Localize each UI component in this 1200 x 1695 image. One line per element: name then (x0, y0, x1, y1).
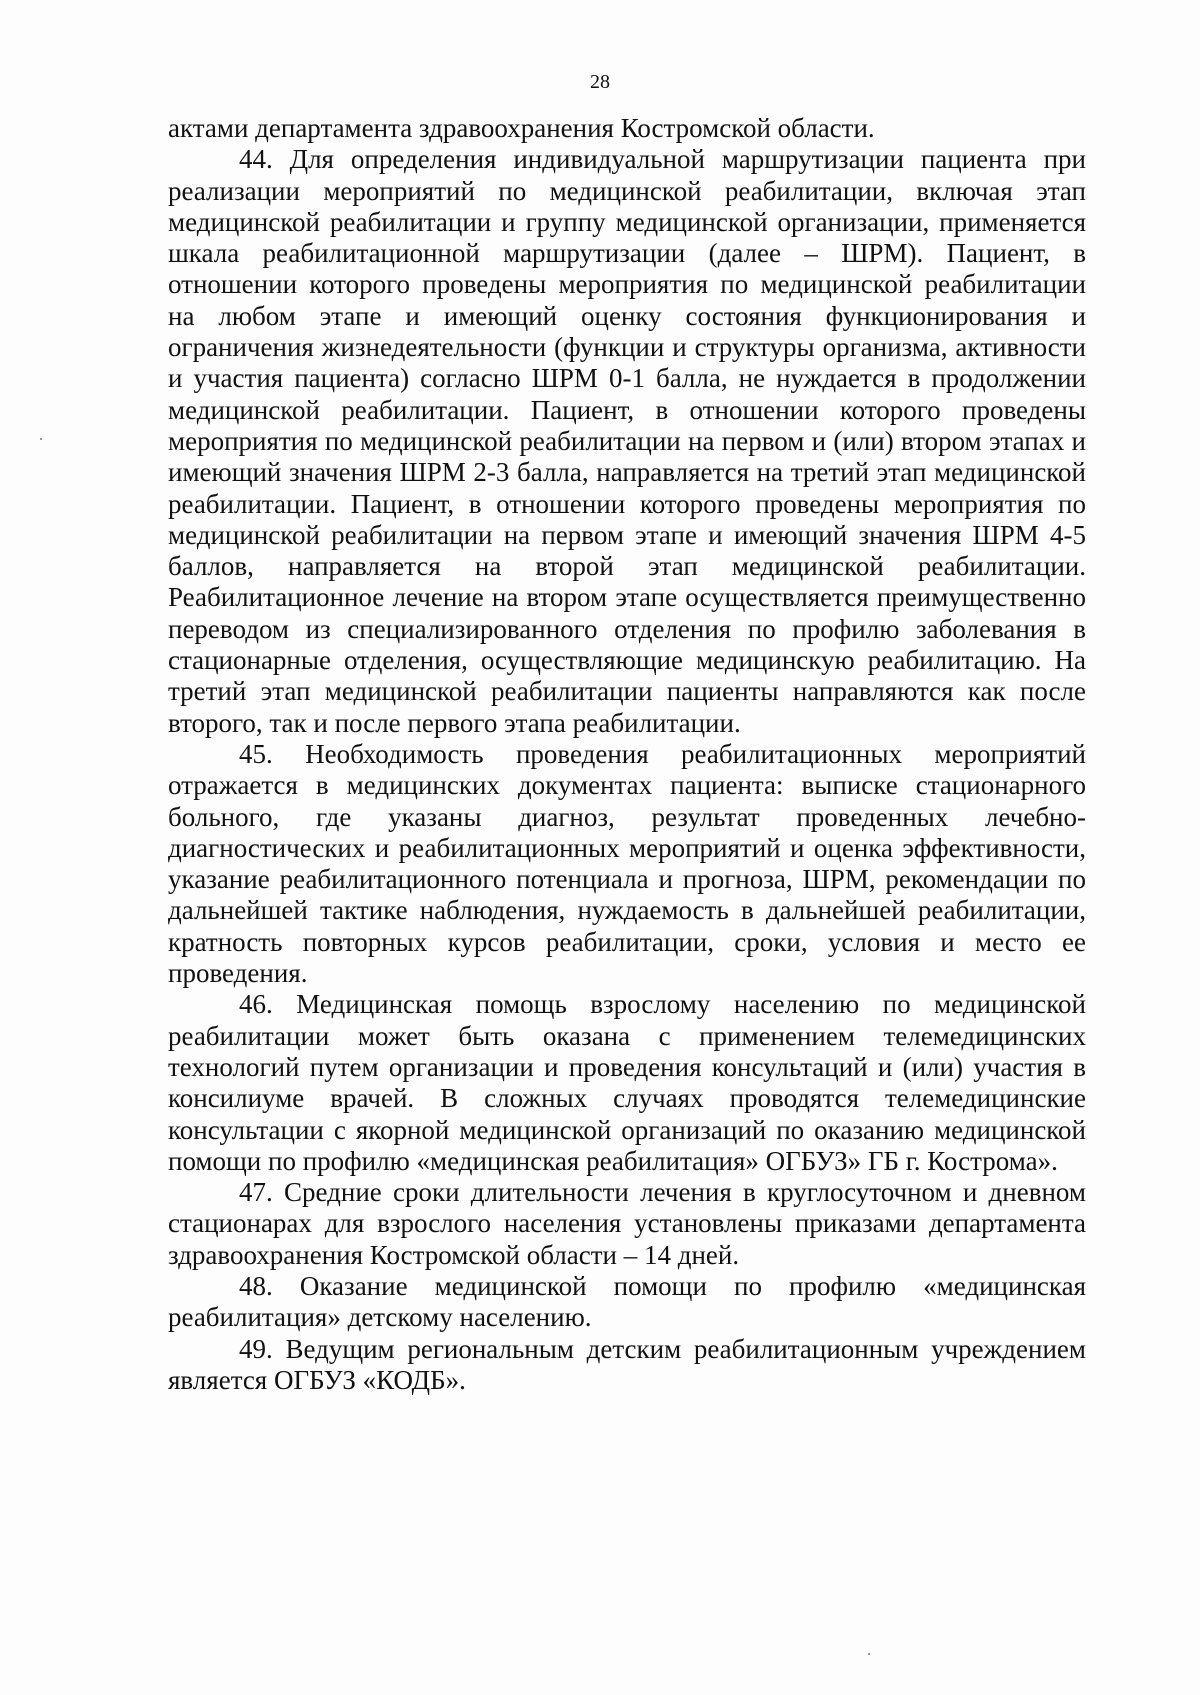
page-number: 28 (590, 71, 610, 93)
paragraph-46: 46. Медицинская помощь взрослому населению по медицинской реабилитации может быть оказана с применением телемедицинских технологий путем организации и проведения консультаций и (или) участия в консилиуме врачей. В сложных случаях проводятся телемедицинские консультации с якорной медицинской организаций по оказанию медицинской помощи по профилю «медицинская реабилитация» ОГБУЗ» ГБ г. Кострома». (168, 989, 1086, 1176)
paragraph-continuation: актами департамента здравоохранения Костромской области. (168, 113, 875, 143)
scan-speck (868, 1653, 870, 1655)
paragraph-45: 45. Необходимость проведения реабилитационных мероприятий отражается в медицинских документах пациента: выписке стационарного больного, где указаны диагноз, результат проведенных лечебно-диагностических и реабилитационных мероприятий и оценка эффективности, указание реабилитационного потенциала и прогноза, ШРМ, рекомендации по дальнейшей тактике наблюдения, нуждаемость в дальнейшей реабилитации, кратность повторных курсов реабилитации, сроки, условия и место ее проведения. (168, 738, 1086, 989)
paragraph-49: 49. Ведущим региональным детским реабилитационным учреждением является ОГБУЗ «КОДБ». (168, 1333, 1086, 1395)
paragraph-48: 48. Оказание медицинской помощи по профилю «медицинская реабилитация» детскому населению. (168, 1270, 1086, 1333)
paragraph-44: 44. Для определения индивидуальной маршрутизации пациента при реализации мероприятий по медицинской реабилитации, включая этап медицинской реабилитации и группу медицинской организации, применяется шкала реабилитационной маршрутизации (далее – ШРМ). Пациент, в отношении которого проведены мероприятия по медицинской реабилитации на любом этапе и имеющий оценку состояния функционирования и ограничения жизнедеятельности (функции и структуры организма, активности и участия пациента) согласно ШРМ 0-1 балла, не нуждается в продолжении медицинской реабилитации. Пациент, в отношении которого проведены мероприятия по медицинской реабилитации на первом и (или) втором этапах и имеющий значения ШРМ 2-3 балла, направляется на третий этап медицинской реабилитации. Пациент, в отношении которого проведены мероприятия по медицинской реабилитации на первом этапе и имеющий значения ШРМ 4-5 баллов, направляется на второй этап медицинской реабилитации. Реабилитационное лечение на втором этапе осуществляется преимущественно переводом из специализированного отделения по профилю заболевания в стационарные отделения, осуществляющие медицинскую реабилитацию. На третий этап медицинской реабилитации пациенты направляются как после второго, так и после первого этапа реабилитации. (168, 144, 1086, 738)
paragraph-47: 47. Средние сроки длительности лечения в круглосуточном и дневном стационарах для взрослого населения установлены приказами департамента здравоохранения Костромской области – 14 дней. (168, 1177, 1086, 1270)
scan-speck (40, 438, 42, 440)
document-body (168, 113, 1086, 1396)
